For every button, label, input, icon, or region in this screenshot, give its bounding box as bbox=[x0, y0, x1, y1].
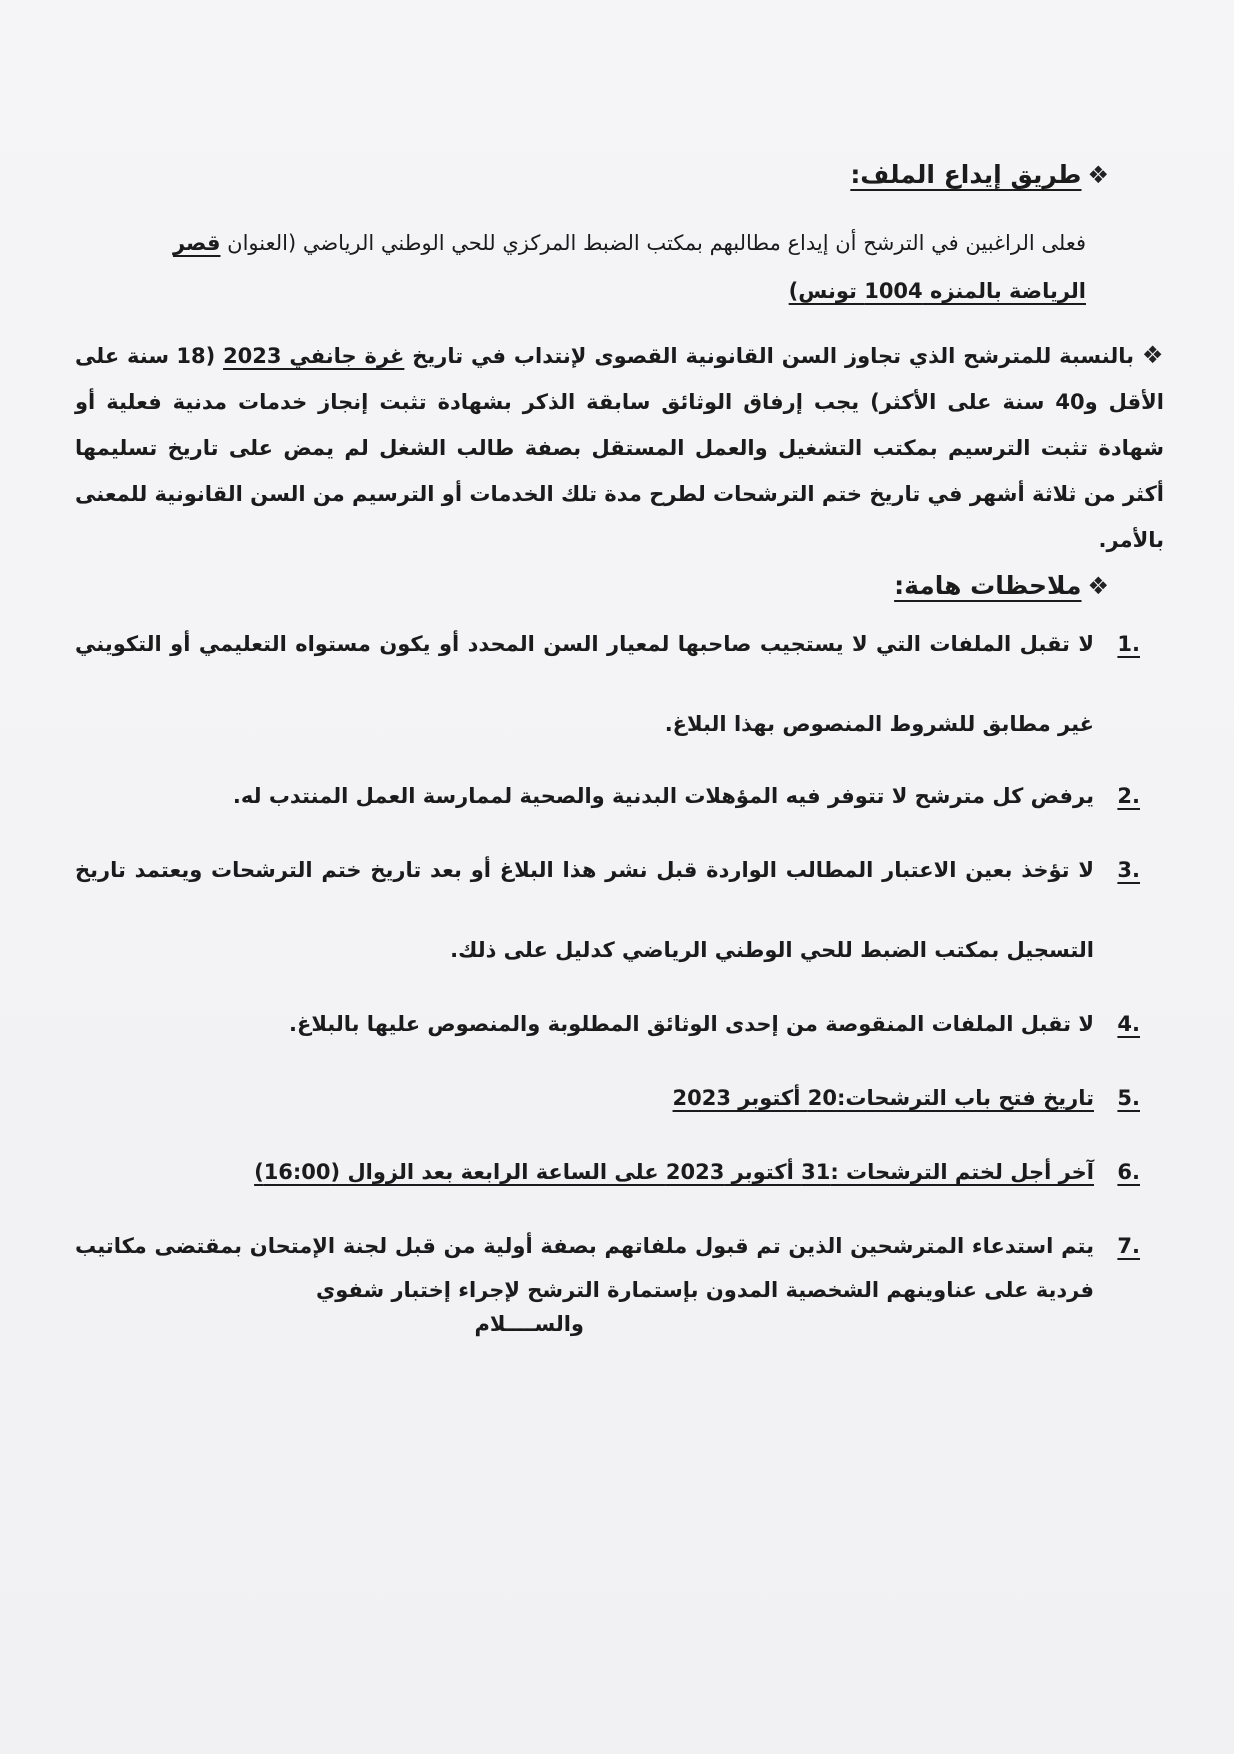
diamond-bullet-icon: ❖ bbox=[1087, 571, 1109, 600]
note-text: لا تقبل الملفات التي لا يستجيب صاحبها لمعيار السن المحدد أو يكون مستواه التعليمي أو التكويني غير مطابق للشروط المنصوص بهذا البلاغ. bbox=[75, 632, 1094, 736]
list-item bbox=[75, 830, 1140, 990]
list-item bbox=[75, 772, 1140, 820]
submission-text-underlined: قصر bbox=[172, 231, 221, 255]
diamond-bullet-icon: ❖ bbox=[1141, 341, 1164, 369]
note-text: لا تؤخذ بعين الاعتبار المطالب الواردة قبل نشر هذا البلاغ أو بعد تاريخ ختم الترشحات ويعتمد تاريخ التسجيل بمكتب الضبط للحي الوطني الرياضي كدليل على ذلك. bbox=[75, 858, 1094, 962]
list-item bbox=[75, 604, 1140, 764]
document-body bbox=[75, 150, 1164, 1336]
section-heading-submission bbox=[75, 160, 1109, 189]
note-number: 2. bbox=[1117, 784, 1140, 808]
note-number: 3. bbox=[1117, 858, 1140, 882]
note-text: يرفض كل مترشح لا تتوفر فيه المؤهلات البدنية والصحية لممارسة العمل المنتدب له. bbox=[232, 784, 1094, 808]
submission-paragraph bbox=[75, 219, 1086, 315]
note-number: 4. bbox=[1117, 1012, 1140, 1036]
diamond-bullet-icon: ❖ bbox=[1087, 160, 1109, 189]
list-item bbox=[75, 1224, 1140, 1312]
note-number: 1. bbox=[1117, 632, 1140, 656]
note-text: آخر أجل لختم الترشحات :31 أكتوبر 2023 على الساعة الرابعة بعد الزوال (16:00) bbox=[254, 1160, 1094, 1184]
heading-text: طريق إيداع الملف: bbox=[850, 160, 1082, 189]
age-text-date: غرة جانفي 2023 bbox=[223, 344, 405, 368]
notes-list bbox=[75, 604, 1164, 1312]
age-text-c: (18 سنة على الأقل و40 سنة على الأكثر) يجب إرفاق الوثائق سابقة الذكر بشهادة تثبت إنجاز خدمات مدنية فعلية أو شهادة تثبت الترسيم بمكتب التشغيل والعمل المستقل بصفة طالب الشغل لم يمض على تاريخ تسليمها أكثر من ثلاثة أشهر في تاريخ ختم الترشحات لطرح مدة تلك الخدمات أو الترسيم من السن القانونية للمعنى بالأمر. bbox=[75, 344, 1164, 552]
heading-text: ملاحظات هامة: bbox=[894, 571, 1082, 600]
list-item bbox=[75, 1000, 1140, 1048]
note-number: 5. bbox=[1117, 1086, 1140, 1110]
submission-address: الرياضة بالمنزه 1004 تونس) bbox=[788, 279, 1086, 303]
age-text-a: بالنسبة للمترشح الذي تجاوز السن القانونية القصوى لإنتداب في تاريخ bbox=[412, 344, 1135, 368]
note-number: 7. bbox=[1117, 1234, 1140, 1258]
note-text: يتم استدعاء المترشحين الذين تم قبول ملفاتهم بصفة أولية من قبل لجنة الإمتحان بمقتضى مكاتيب فردية على عناوينهم الشخصية المدون بإستمارة الترشح لإجراء إختبار شفوي bbox=[75, 1234, 1094, 1302]
note-text: لا تقبل الملفات المنقوصة من إحدى الوثائق المطلوبة والمنصوص عليها بالبلاغ. bbox=[289, 1012, 1094, 1036]
list-item bbox=[75, 1074, 1140, 1122]
closing-salutation: والســــلام bbox=[474, 1312, 584, 1336]
submission-text: فعلى الراغبين في الترشح أن إيداع مطالبهم بمكتب الضبط المركزي للحي الوطني الرياضي (العنوان bbox=[227, 231, 1086, 255]
note-number: 6. bbox=[1117, 1160, 1140, 1184]
section-heading-notes bbox=[75, 571, 1109, 600]
age-exception-paragraph bbox=[75, 333, 1164, 563]
note-text: تاريخ فتح باب الترشحات:20 أكتوبر 2023 bbox=[672, 1086, 1094, 1110]
list-item bbox=[75, 1148, 1140, 1196]
